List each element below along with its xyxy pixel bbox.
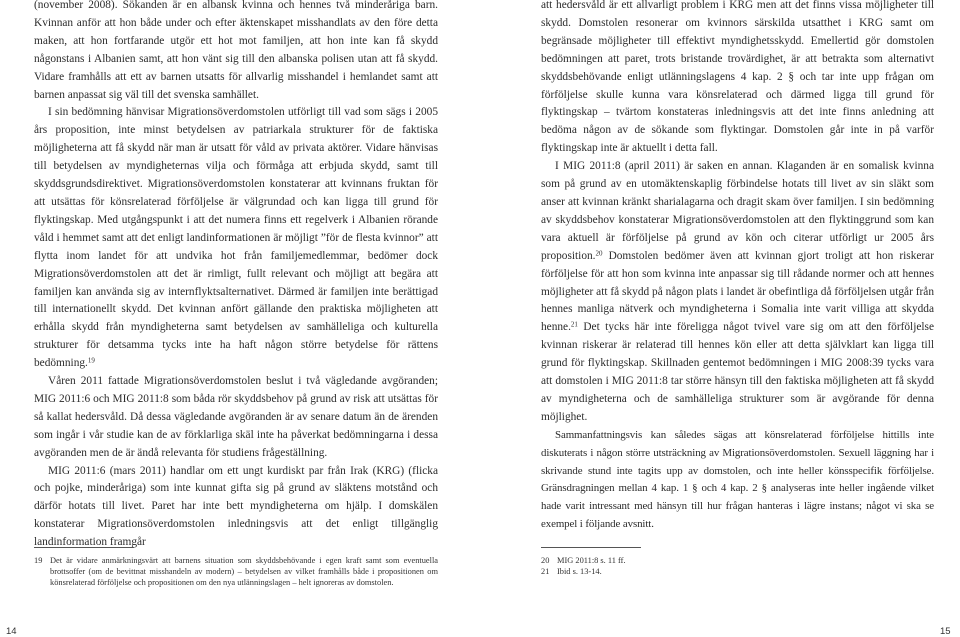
paragraph: MIG 2011:6 (mars 2011) handlar om ett ungt kurdiskt par från Irak (KRG) (flicka och pojke, minderåriga) som inte kunnat gifta sig på grund av släktens motstånd och därför hotats till livet. Paret har inte bett myndigheterna om hjälp. I domskälen konstaterar Migrationsöverdomstolen inledningsvis att det enligt tillgänglig landinformation framgår [34,464,438,549]
footnote-text: Ibid s. 13-14. [557,567,602,577]
footnote-number: 20 [541,556,550,565]
paragraph: (november 2008). Sökanden är en albansk kvinna och hennes två minderåriga barn. Kvinnan anför att hon både under och efter äktenskapet misshandlats av den före detta maken, att hon fortfarande utgör ett hot mot familjen, att hon inte kan få skydd någonstans i Albanien samt, att hon vänt sig till den albanska polisen utan att få skydd. Vidare framhålls att ett av barnen utsatts för allvarlig misshandel i hemlandet samt att barnen anpassat sig väl till det svenska samhället. [34,0,438,101]
footnote [34,555,438,589]
paragraph-text: I MIG 2011:8 (april 2011) är saken en annan. Klaganden är en somalisk kvinna som på grund av en utomäktenskaplig förbindelse hotats till livet av sin släkt som anser att kvinnan kränkt sharialagarna och dragit skam över familjen. I sin bedömning av skyddsbehov konstaterar Migrationsöverdomstolen att den flyktinggrund som kan vara aktuell är förföljelse på grund av kön och citerar utförligt ur 2005 års proposition. [541,160,934,262]
paragraph [34,104,438,373]
right-column [541,0,934,534]
paragraph: att hedersvåld är ett allvarligt problem i KRG men att det finns vissa möjligheter till skydd. Domstolen resonerar om kvinnors särskilda utsatthet i KRG samt om begränsade möjligheter till effektivt myndighetsskydd. Emellertid gör domstolen bedömningen att paret, trots bristande trovärdighet, är att betrakta som alternativt skyddsbehövande enligt utlänningslagens 4 kap. 2 § och tar inte upp frågan om förföljelse skulle kunna vara könsrelaterad och därmed ligga till grund för flyktingskap – tvärtom konstateras inledningsvis att det inte finns anledning att bedöma någon av de sökande som flyktingar. Domstolen går inte in på varför flyktingskap inte är aktuellt i detta fall. [541,0,934,155]
footnote [541,555,934,566]
footnote-ref[interactable]: 21 [570,320,578,329]
page-number-left: 14 [6,626,17,637]
paragraph-text: I sin bedömning hänvisar Migrationsöverdomstolen utförligt till vad som sägs i 2005 års proposition, inte minst betydelsen av patriarkala strukturer för de faktiska möjligheterna att få skydd när man är utsatt för våld av privata aktörer. Vidare hänvisas till betydelsen av myndigheternas vilja och förmåga att erbjuda skydd, samt till skyddsgrundsdirektivet. Migrationsöverdomstolen konstaterar att kvinnans fruktan för att utsättas för könsrelaterad förföljelse är välgrundad och kan ligga till grund för flyktingskap. Med utgångspunkt i att det numera finns ett regelverk i Albanien rörande våld i hemmet samt att det enligt landinformationen är möjligt ”för de flesta kvinnor” att flytta inom landet för att undvika hot från familjemedlemmar, bedömer dock Migrationsöverdomstolen att det är rimligt, fullt relevant och möjligt att begära att familjen kan använda sig av internflyktsalternativet. Därmed är familjen inte berättigad till internationellt skydd. Det kvinnan anfört gällande den praktiska möjligheten att erhålla skydd från myndigheterna samt betydelsen av samhälleliga och kulturella strukturer för detsamma tycks inte ha haft någon större betydelse för rättens bedömning. [34,106,438,370]
footnotes-left [34,555,438,589]
paragraph: Sammanfattningsvis kan således sägas att könsrelaterad förföljelse hittills inte diskuterats i någon större utsträckning av Migrationsöverdomstolen. Sexuell läggning har i skrivande stund inte tagits upp av domstolen, och inte heller könsspecifik förföljelse. Gränsdragningen mellan 4 kap. 1 § och 4 kap. 2 § analyseras inte heller ingående vilket hade varit intressant med hänsyn till hur frågan hanteras i lägre instans; något vi ska se exempel i följande avsnitt. [541,428,934,531]
paragraph [541,158,934,427]
left-column [34,0,438,552]
paragraph: Våren 2011 fattade Migrationsöverdomstolen beslut i två vägledande avgöranden; MIG 2011:6 och MIG 2011:8 som båda rör skyddsbehov på grund av risk att utsättas för så kallat hedersvåld. Då dessa vägledande avgöranden är av senare datum än de ärenden som ingår i vår studie kan de av förklarliga skäl inte ha påverkat bedömningarna i dessa avgöranden men de är ändå relevanta för studiens frågeställning. [34,375,438,459]
footnote-ref[interactable]: 20 [595,249,603,258]
paragraph-text: Domstolen bedömer även att kvinnan gjort troligt att hon riskerar förföljelse för att hon som kvinna inte anpassar sig till rådande normer och att hennes möjligheter att få skydd på någon plats i landet är obefintliga då förföljelsen utgår från hennes manliga nätverk och myndigheterna i Somalia inte varit villiga att skydda henne. [541,249,934,334]
page-number-right: 15 [940,626,951,637]
footnote-number: 21 [541,567,550,577]
footnotes-right [541,555,934,577]
footnote-text: MIG 2011:8 s. 11 ff. [557,556,626,565]
footnote-text: Det är vidare anmärkningsvärt att barnens situation som skyddsbehövande i egen kraft samt som eventuella brottsoffer (om de bevittnat misshandeln av modern) – betydelsen av vilket framhålls både i propositionen om könsrelaterad förföljelse och propositionen om den nya utlänningslagen – helt ignoreras av domstolen. [50,556,438,588]
footnote-divider [541,547,641,548]
footnote-divider [34,547,134,548]
footnote-ref[interactable]: 19 [87,356,95,365]
paragraph-text: Det tycks här inte föreligga något tvivel vare sig om att den förföljelse kvinnan riskerar är relaterad till hennes kön eller att detta självklart kan ligga till grund för flyktingskap. Skillnaden gentemot bedömningen i MIG 2008:39 tycks vara att domstolen i MIG 2011:8 tar större hänsyn till den faktiska möjligheten att få skydd av myndigheterna och de samhälleliga strukturer som är avgörande för denna möjlighet. [541,321,934,423]
footnote [541,566,934,577]
footnote-number: 19 [34,556,43,565]
